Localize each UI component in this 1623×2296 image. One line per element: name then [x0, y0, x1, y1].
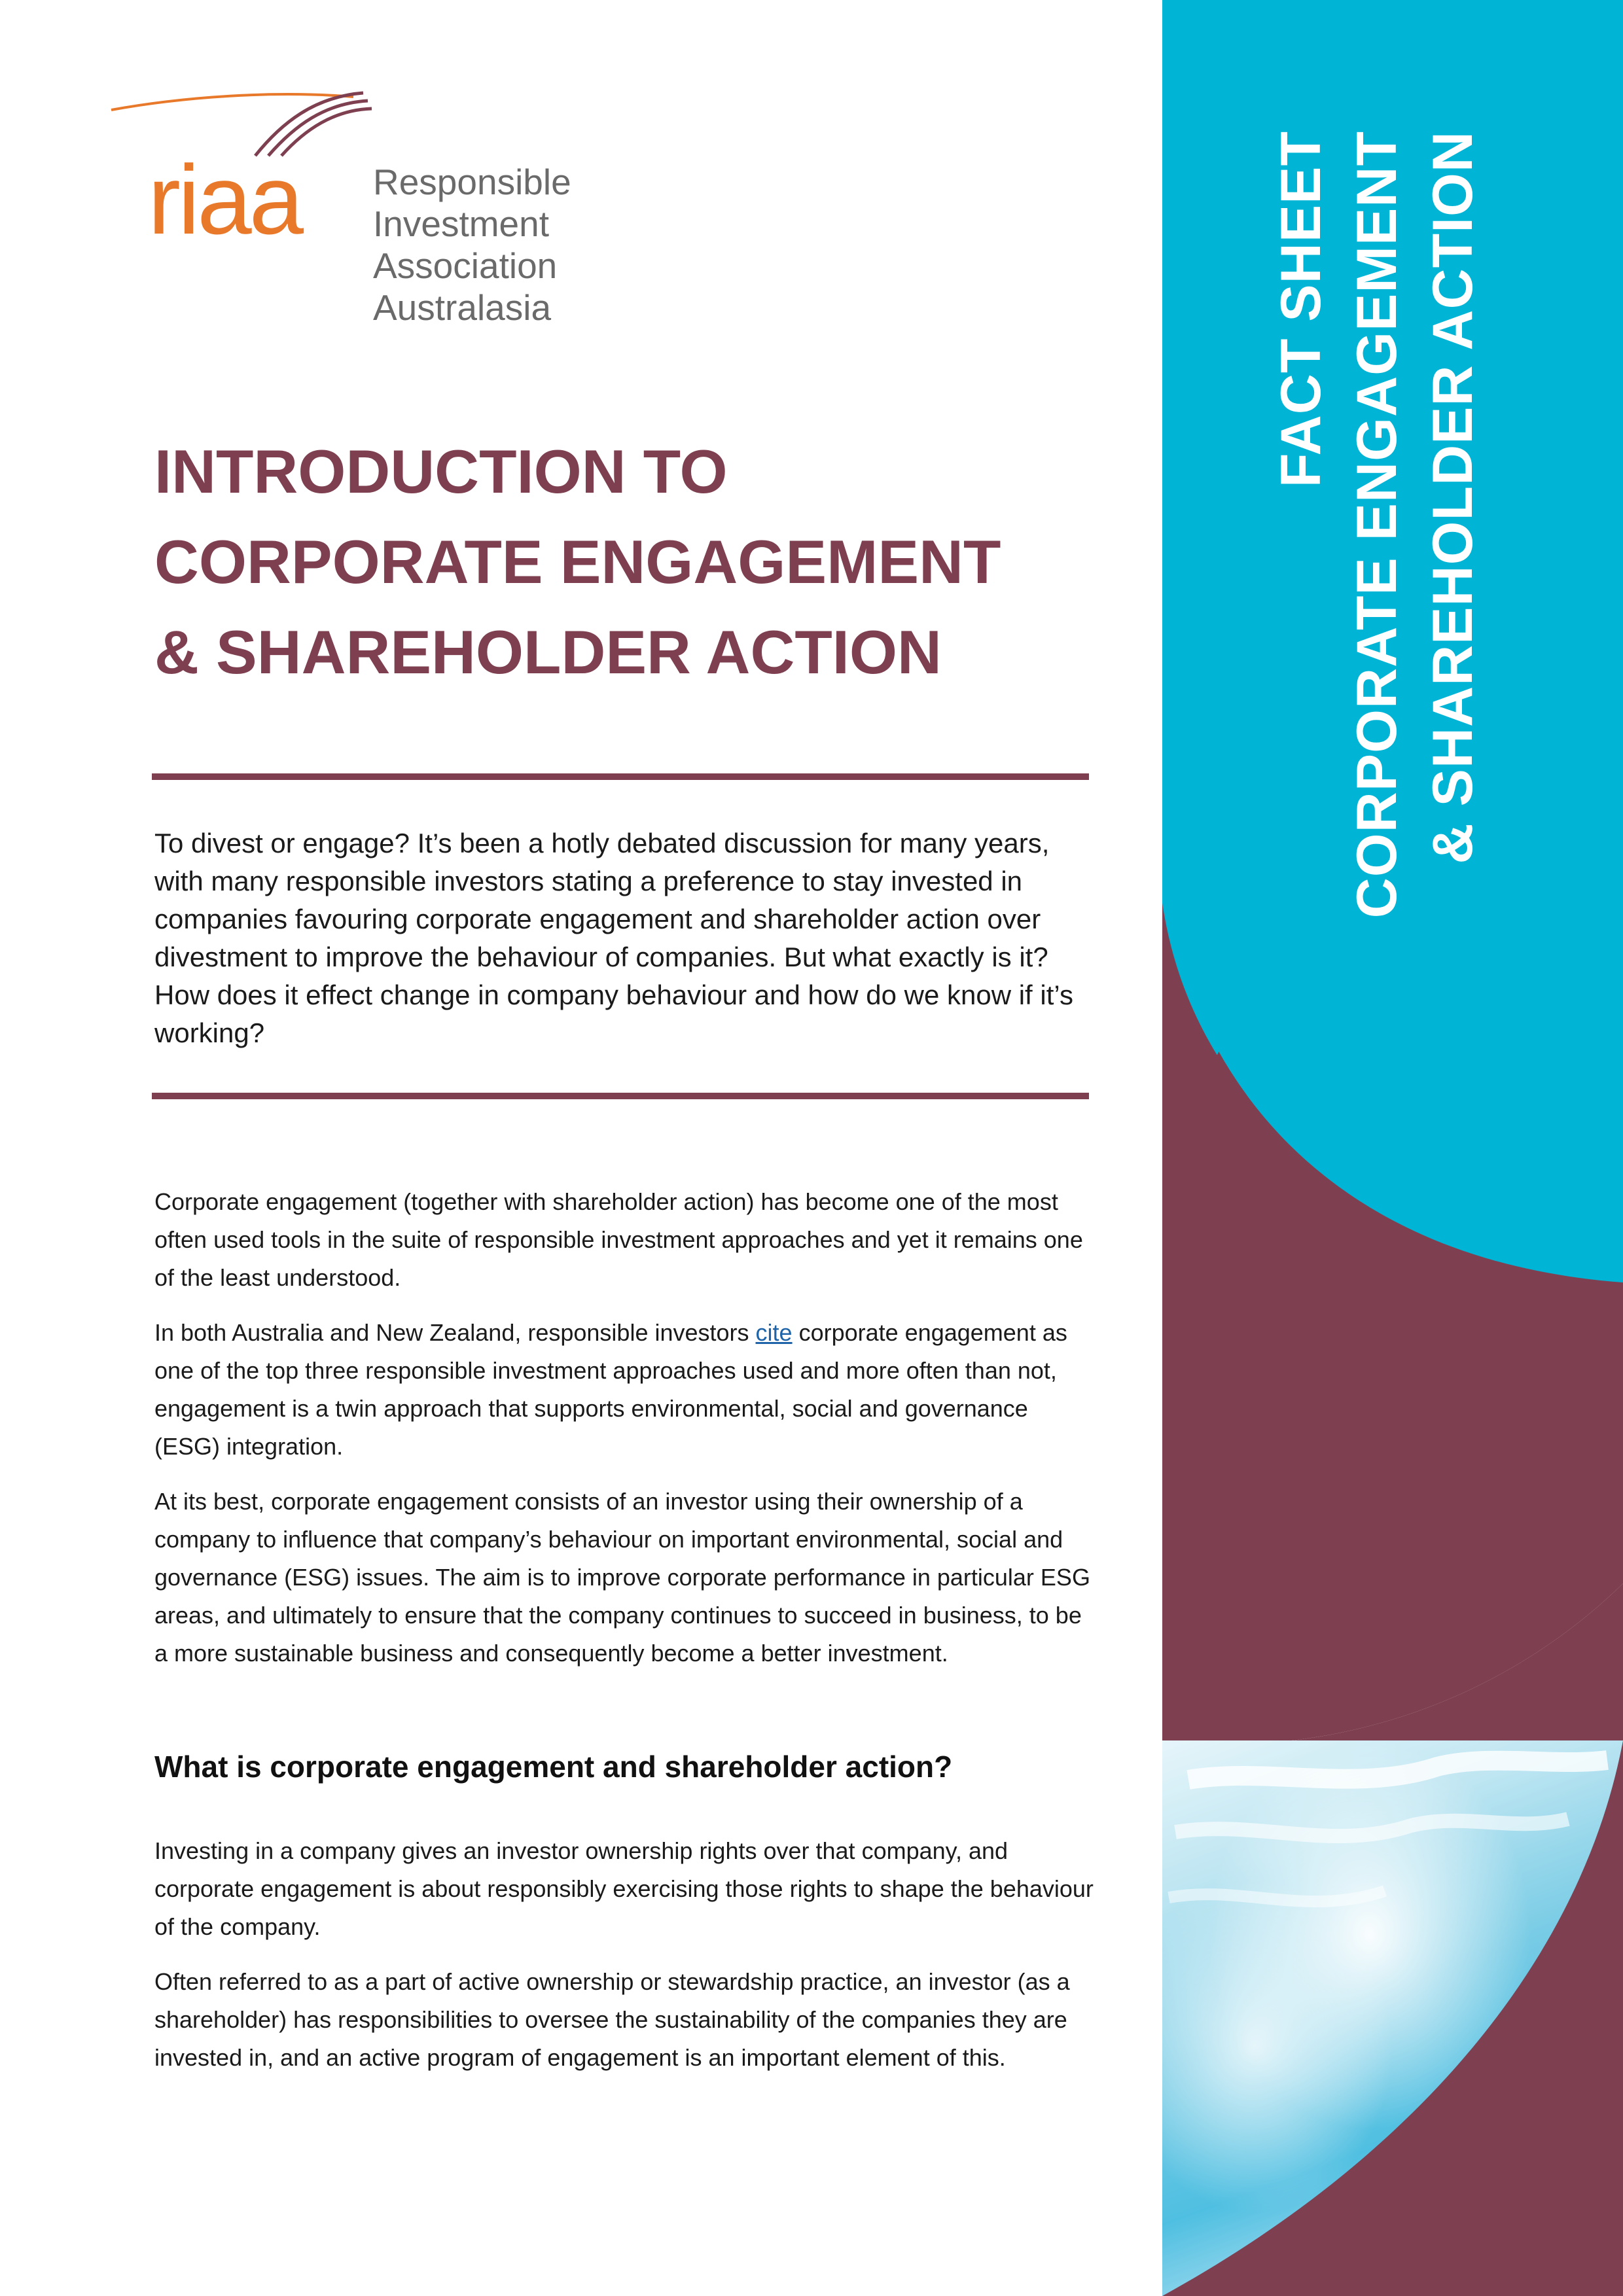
- logo-mark-text: riaa: [148, 145, 302, 255]
- paragraph-cite-after: corporate engagement as one of the top three responsible investment approaches used and more often than not, engagement is a twin approach that supports environmental, social and governance (ESG) integration.: [154, 1319, 1067, 1460]
- title-line-2: CORPORATE ENGAGEMENT: [154, 527, 1001, 596]
- logo-organisation-name: [373, 161, 733, 328]
- section-two: [154, 1832, 1097, 2094]
- page-title: [154, 427, 1123, 698]
- side-band-line-3: & SHAREHOLDER ACTION: [1421, 131, 1484, 864]
- paragraph-cite-before: In both Australia and New Zealand, responsible investors: [154, 1319, 756, 1346]
- side-band-line-1: FACT SHEET: [1270, 131, 1332, 488]
- side-band-title: [1263, 131, 1491, 955]
- logo-name-line-2: Association Australasia: [373, 245, 558, 328]
- paragraph-stewardship: Often referred to as a part of active ownership or stewardship practice, an investor (as a shareholder) has responsibilities to oversee the sustainability of the companies they are invested in, and an active program of engagement is an important element of this.: [154, 1968, 1070, 2071]
- riaa-logo: [105, 84, 733, 328]
- section-one: [154, 1183, 1097, 1689]
- title-line-1: INTRODUCTION TO: [154, 437, 728, 506]
- cite-link[interactable]: cite: [755, 1319, 793, 1346]
- side-band-line-2: CORPORATE ENGAGEMENT: [1346, 131, 1408, 919]
- paragraph-overview: Corporate engagement (together with shareholder action) has become one of the most often used tools in the suite of responsible investment approaches and yet it remains one of the least understood.: [154, 1188, 1083, 1291]
- section-heading: What is corporate engagement and shareholder action?: [154, 1750, 953, 1784]
- paragraph-best-practice: At its best, corporate engagement consists of an investor using their ownership of a company to influence that company’s behaviour on important environmental, social and governance (ESG) issues. The aim is to improve corporate performance in particular ESG areas, and ultimately to ensure that the company continues to succeed in business, to be a more sustainable business and consequently become a better investment.: [154, 1488, 1090, 1667]
- divider-top: [152, 773, 1089, 780]
- intro-paragraph: To divest or engage? It’s been a hotly debated discussion for many years, with many responsible investors stating a preference to stay invested in companies favouring corporate engagement and shareholder action over divestment to improve the behaviour of companies. But what exactly is it? How does it effect change in company behaviour and how do we know if it’s working?: [154, 828, 1073, 1048]
- title-line-3: & SHAREHOLDER ACTION: [154, 618, 942, 686]
- divider-bottom: [152, 1093, 1089, 1099]
- logo-name-line-1: Responsible Investment: [373, 162, 571, 244]
- paragraph-cite: [154, 1314, 1097, 1466]
- paragraph-ownership: Investing in a company gives an investor ownership rights over that company, and corporate engagement is about responsibly exercising those rights to shape the behaviour of the company.: [154, 1837, 1094, 1940]
